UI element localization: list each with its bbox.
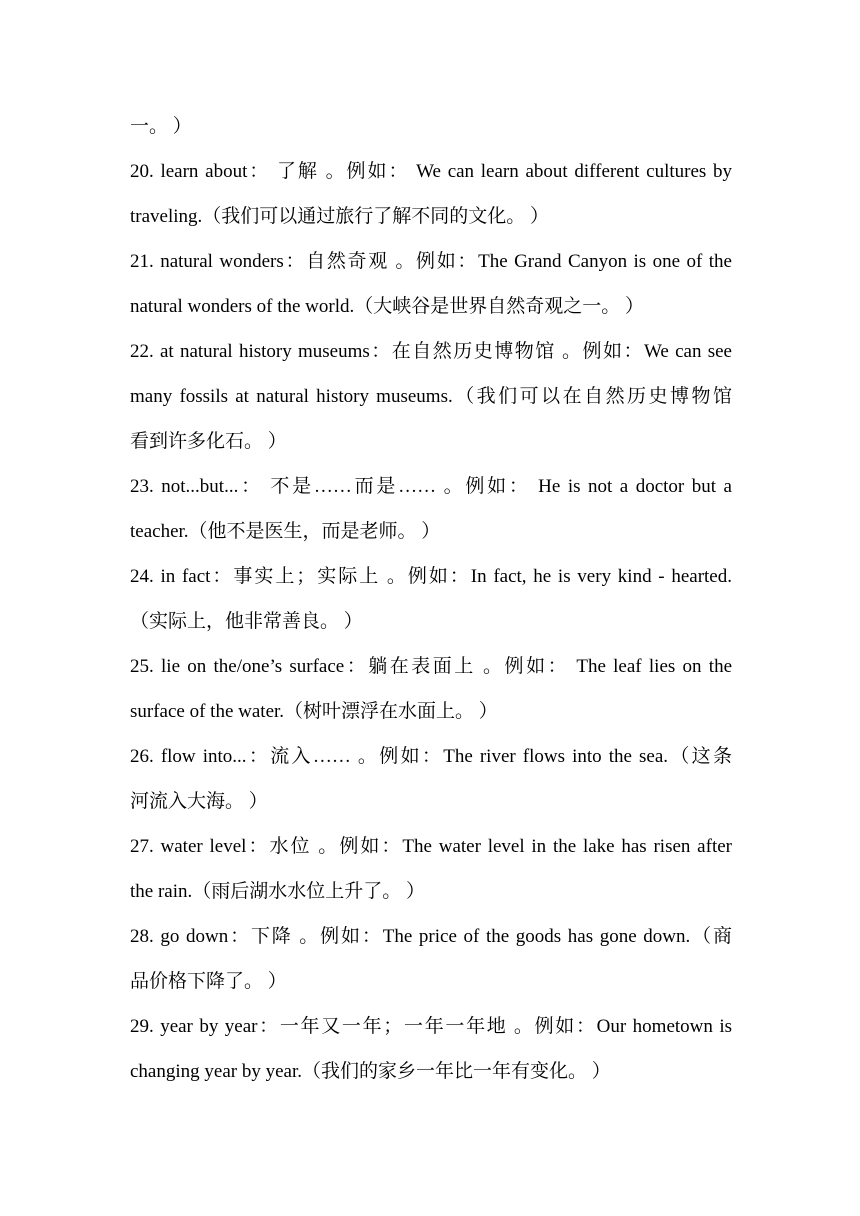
text-line: 品价格下降了。 ） bbox=[130, 971, 287, 992]
text-line: 28. go down：下降 。例如：The price of the goods has gone down.（商 bbox=[130, 926, 732, 947]
text-line: 23. not...but...： 不是……而是…… 。例如： He is not a doctor but a bbox=[130, 476, 732, 497]
text-line: 24. in fact：事实上；实际上 。例如：In fact, he is very kind - hearted. bbox=[130, 566, 732, 587]
text-line: 一。 ） bbox=[130, 116, 192, 137]
text-line: 29. year by year：一年又一年；一年一年地 。例如：Our hometown is bbox=[130, 1016, 732, 1037]
text-line: natural wonders of the world.（大峡谷是世界自然奇观之一。 ） bbox=[130, 296, 644, 317]
text-line: 看到许多化石。 ） bbox=[130, 431, 287, 452]
text-line: 河流入大海。 ） bbox=[130, 791, 268, 812]
vocabulary-list bbox=[130, 104, 732, 1094]
text-line: surface of the water.（树叶漂浮在水面上。 ） bbox=[130, 701, 498, 722]
text-line: 20. learn about： 了解 。例如： We can learn about different cultures by bbox=[130, 161, 732, 182]
text-line: teacher.（他不是医生，而是老师。 ） bbox=[130, 521, 441, 542]
text-line: traveling.（我们可以通过旅行了解不同的文化。 ） bbox=[130, 206, 550, 227]
text-line: the rain.（雨后湖水水位上升了。 ） bbox=[130, 881, 426, 902]
text-line: （实际上，他非常善良。 ） bbox=[130, 611, 363, 632]
text-line: changing year by year.（我们的家乡一年比一年有变化。 ） bbox=[130, 1061, 611, 1082]
text-line: 27. water level：水位 。例如：The water level in the lake has risen after bbox=[130, 836, 732, 857]
text-line: 22. at natural history museums：在自然历史博物馆 。例如：We can see bbox=[130, 341, 732, 362]
text-line: many fossils at natural history museums.（我们可以在自然历史博物馆 bbox=[130, 386, 732, 407]
text-line: 25. lie on the/one’s surface：躺在表面上 。例如： The leaf lies on the bbox=[130, 656, 732, 677]
text-line: 26. flow into...：流入…… 。例如：The river flows into the sea.（这条 bbox=[130, 746, 732, 767]
text-line: 21. natural wonders：自然奇观 。例如：The Grand Canyon is one of the bbox=[130, 251, 732, 272]
